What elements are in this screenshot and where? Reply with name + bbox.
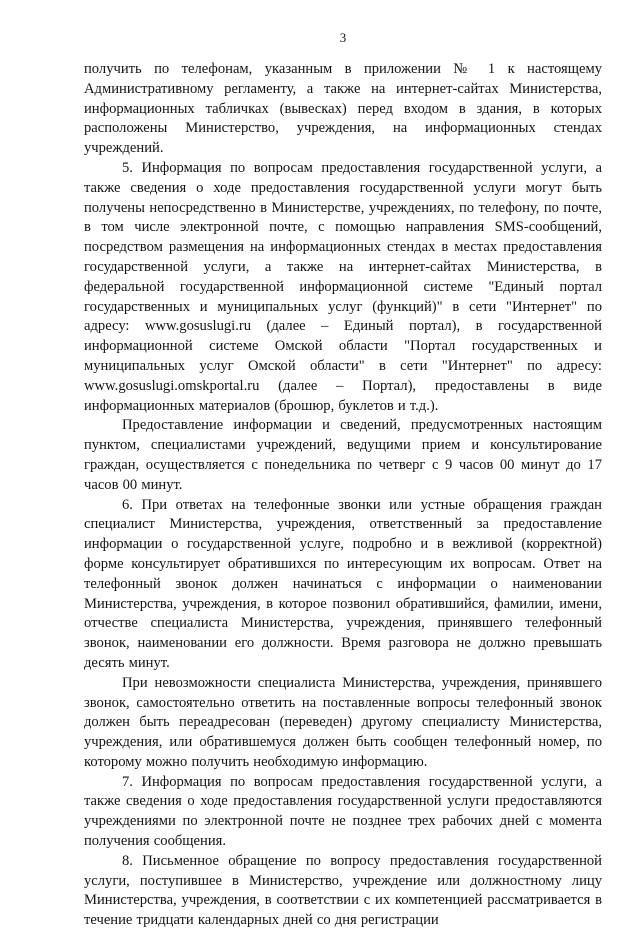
paragraph-7-email-responses: 7. Информация по вопросам предоставления государственной услуги, а также сведения о ходе предоставления государственной услуги предоставляются учреждениями по электронной почте не позднее трех рабочих дней с момента получения сообщения. (84, 773, 602, 850)
paragraph-6-phone-answers: 6. При ответах на телефонные звонки или устные обращения граждан специалист Министерства, учреждения, ответственный за предоставление информации о государственной услуге, подробно и в вежливой (корректной) форме консультирует обратившихся по интересующим их вопросам. Ответ на телефонный звонок должен начинаться с информации о наименовании Министерства, учреждения, в которое позвонил обратившийся, фамилии, имени, отчестве специалиста Министерства, учреждения, принявшего телефонный звонок, наименовании его должности. Время разговора не должно превышать десять минут. (84, 496, 602, 671)
paragraph-consultation-hours: Предоставление информации и сведений, предусмотренных настоящим пунктом, специалистами учреждений, ведущими прием и консультирование граждан, осуществляется с понедельника по четверг с 9 часов 00 минут до 17 часов 00 минут. (84, 417, 602, 493)
paragraph-call-redirect: При невозможности специалиста Министерства, учреждения, принявшего звонок, самостоятельно ответить на поставленные вопросы телефонный звонок должен быть переадресован (переведен) другому специалисту Министерства, учреждения, или обратившемуся должен быть сообщен телефонный номер, по которому можно получить необходимую информацию. (84, 674, 602, 770)
paragraph-8-written-requests: 8. Письменное обращение по вопросу предоставления государственной услуги, поступившее в Министерство, учреждение или должностному лицу Министерства, учреждения, в соответствии с их компетенцией рассматривается в течение тридцати календарных дней со дня регистрации (84, 852, 602, 929)
paragraph-contact-sources: получить по телефонам, указанным в приложении № 1 к настоящему Административному регламенту, а также на интернет-сайтах Министерства, информационных табличках (вывесках) перед входом в здания, в которых расположены Министерство, учреждения, на информационных стендах учреждений. (84, 61, 602, 157)
paragraph-5-information-channels: 5. Информация по вопросам предоставления государственной услуги, а также сведения о ходе предоставления государственной услуги могут быть получены непосредственно в Министерстве, учреждениях, по телефону, по почте, в том числе электронной почте, с помощью направления SMS-сообщений, посредством размещения на информационных стендах в местах предоставления государственной услуги, а также на интернет-сайтах Министерства, в федеральной государственной информационной системе "Единый портал государственных и муниципальных услуг (функций)" в сети "Интернет" по адресу: www.gosuslugi.ru (далее – Единый портал), в государственной информационной системе Омской области "Портал государственных и муниципальных услуг Омской области" в сети "Интернет" по адресу: www.gosuslugi.omskportal.ru (далее – Портал), предоставлены в виде информационных материалов (брошюр, буклетов и т.д.). (84, 159, 602, 414)
page-number: 3 (339, 30, 347, 45)
